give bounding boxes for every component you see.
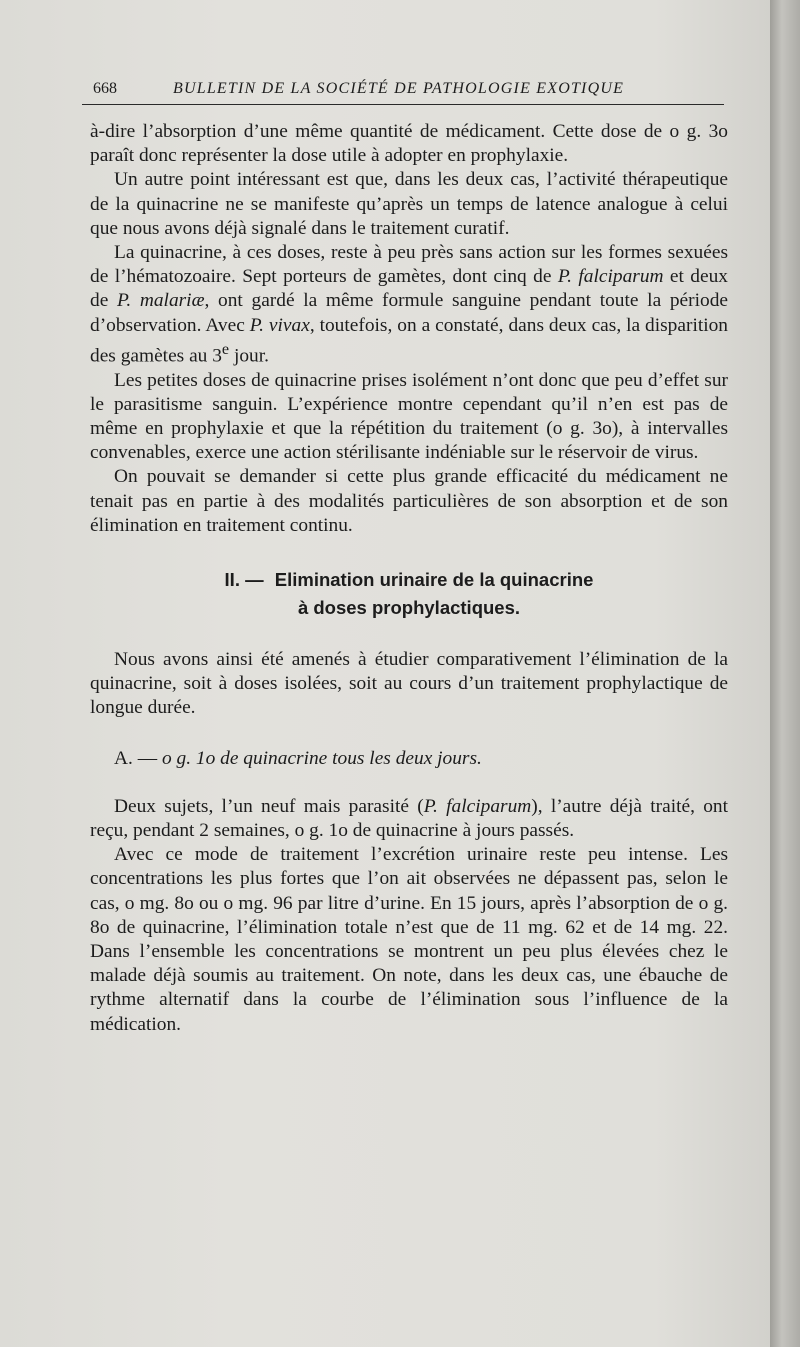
- p7-text-c: ), l’autre déjà traité, ont reçu, pendant 2 semaines, o g. 1o de quinacrine à jours passés.: [90, 795, 728, 841]
- page-number: 668: [93, 80, 117, 97]
- paragraph-6: Nous avons ainsi été amenés à étudier comparativement l’élimination de la quinacrine, soit à doses isolées, soit au cours d’un traitement prophylactique de longue durée.: [90, 648, 728, 719]
- article-body: [90, 120, 728, 1037]
- species-malariae: P. malariæ: [116, 290, 205, 312]
- section-title-line1: Elimination urinaire de la quinacrine: [274, 568, 594, 590]
- p3-text-a: La quinacrine, à ces doses, reste à peu près sans action sur les formes sexuées de l’hématozoaire. Sept porteurs de gamètes, dont cinq de: [90, 242, 728, 288]
- paragraph-7: [90, 795, 728, 843]
- paragraph-4: Les petites doses de quinacrine prises isolément n’ont donc que peu d’effet sur le parasitisme sanguin. L’expérience montre cependant qu’il n’en est pas de même en prophylaxie et que la répétition du traitement (o g. 3o), à intervalles convenables, exerce une action stérilisante indéniable sur le réservoir de virus.: [90, 369, 728, 464]
- p3-text-c: et deux de: [90, 266, 728, 312]
- running-title: BULLETIN DE LA SOCIÉTÉ DE PATHOLOGIE EXOTIQUE: [173, 80, 625, 97]
- p7-text-a: Deux sujets, l’un neuf mais parasité (: [114, 795, 424, 817]
- page-edge: [770, 0, 800, 1347]
- paragraph-5: On pouvait se demander si cette plus grande efficacité du médicament ne tenait pas en partie à des modalités particulières de son absorption et de son élimination en traitement continu.: [90, 466, 728, 536]
- subsection-heading: [90, 747, 728, 771]
- p3-superscript: e: [221, 340, 230, 358]
- header-rule: [82, 104, 724, 105]
- section-title-line2: à doses prophylactiques.: [297, 596, 521, 618]
- section-numeral: II. —: [224, 568, 264, 590]
- p3-text-i: jour.: [229, 345, 269, 367]
- species-falciparum-2: P. falciparum: [423, 795, 532, 817]
- section-heading: [90, 566, 728, 594]
- p3-text-g: , toutefois, on a constaté, dans deux cas, la disparition des gamètes au 3: [90, 314, 728, 367]
- species-vivax: P. vivax: [249, 314, 310, 336]
- paragraph-2: Un autre point intéressant est que, dans les deux cas, l’activité thérapeutique de la quinacrine ne se manifeste qu’après un temps de latence analogue à celui que nous avons déjà signalé dans le traitement curatif.: [90, 169, 728, 239]
- species-falciparum: P. falciparum: [557, 266, 664, 288]
- section-heading-line2: [90, 594, 728, 622]
- paragraph-1: à-dire l’absorption d’une même quantité de médicament. Cette dose de o g. 3o paraît donc représenter la dose utile à adopter en prophylaxie.: [90, 121, 728, 167]
- subsection-title: o g. 1o de quinacrine tous les deux jours.: [161, 747, 482, 769]
- p3-text-e: , ont gardé la même formule sanguine pendant toute la période d’observation. Avec: [90, 290, 728, 336]
- paragraph-8: Avec ce mode de traitement l’excrétion urinaire reste peu intense. Les concentrations les plus fortes que l’on ait observées ne dépassent pas, selon le cas, o mg. 8o ou o mg. 96 par litre d’urine. En 15 jours, après l’absorption de o g. 8o de quinacrine, l’élimination totale n’est que de 11 mg. 62 et de 14 mg. 22. Dans l’ensemble les concentrations se montrent un peu plus élevées chez le malade déjà soumis au traitement. On note, dans les deux cas, une ébauche de rythme alternatif dans la courbe de l’élimination sous l’influence de la médication.: [90, 844, 728, 1035]
- paragraph-3: [90, 241, 728, 368]
- subsection-letter: A. —: [114, 747, 158, 769]
